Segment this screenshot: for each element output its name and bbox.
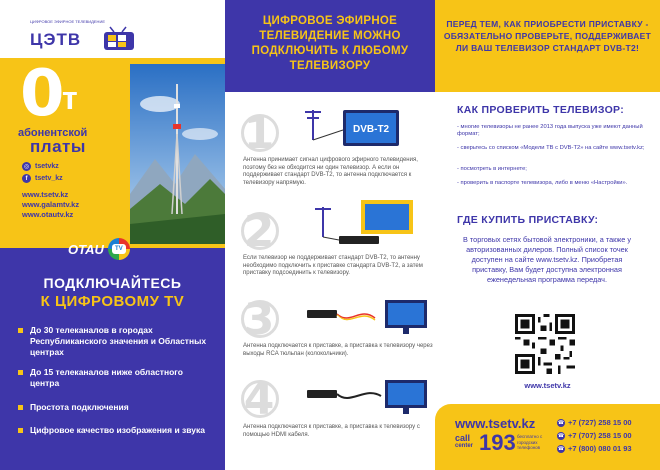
- site-link-tsetv[interactable]: www.tsetv.kz: [22, 190, 69, 199]
- phone-icon: ☎: [557, 445, 565, 452]
- site-link-otautv[interactable]: www.otautv.kz: [22, 210, 74, 219]
- rca-connection-illustration: [305, 296, 430, 340]
- footer-site[interactable]: www.tsetv.kz: [455, 416, 536, 431]
- facebook-icon: f: [22, 174, 31, 183]
- left-panel: [0, 0, 225, 470]
- step-number: 2: [243, 206, 275, 257]
- promo-t: т: [62, 80, 78, 116]
- site-link-galamtv[interactable]: www.galamtv.kz: [22, 200, 80, 209]
- otau-logo: [68, 238, 130, 260]
- check-item: - проверить в паспорте телевизора, либо в меню «Настройки».: [457, 180, 628, 186]
- tv-icon: [102, 26, 138, 52]
- check-item: - многие телевизоры не ранее 2013 года выпуска уже имеют данный формат;: [457, 124, 643, 137]
- social-label: tsetvkz: [35, 163, 59, 170]
- footer-call: call: [455, 433, 471, 443]
- hdmi-connection-illustration: [305, 376, 430, 418]
- connect-line1: ПОДКЛЮЧАЙТЕСЬ: [43, 275, 182, 291]
- connect-line2: К ЦИФРОВОМУ TV: [40, 293, 185, 310]
- feature-item: До 30 телеканалов в городах Республиканского значения и Областных центрах: [30, 325, 210, 358]
- phone-icon: ☎: [557, 432, 565, 439]
- phone-2[interactable]: [557, 431, 632, 440]
- feature-item: Простота подключения: [30, 402, 210, 413]
- phone-1[interactable]: [557, 418, 632, 427]
- promo-line2: платы: [30, 137, 86, 156]
- social-instagram[interactable]: [22, 162, 59, 171]
- phone-icon: ☎: [557, 419, 565, 426]
- right-header-text: ПЕРЕД ТЕМ, КАК ПРИОБРЕСТИ ПРИСТАВКУ - ОБЯЗАТЕЛЬНО ПРОВЕРЬТЕ, ПОДДЕРЖИВАЕТ ЛИ ВАШ ТЕЛЕВИЗОР СТАНДАРТ DVB-T2!: [443, 19, 652, 53]
- buy-title: ГДЕ КУПИТЬ ПРИСТАВКУ:: [457, 214, 599, 226]
- otau-tv-icon: [108, 238, 130, 260]
- logo-text: ЦЭТВ: [30, 30, 82, 49]
- social-facebook[interactable]: [22, 174, 63, 183]
- middle-header: [225, 0, 435, 92]
- contact-footer: [435, 404, 660, 470]
- instagram-icon: ◎: [23, 164, 30, 170]
- antenna-settopbox-tv-illustration: [311, 192, 421, 250]
- feature-item: Цифровое качество изображения и звука: [30, 425, 210, 436]
- step-number: 4: [243, 374, 275, 425]
- step-number: 1: [243, 108, 275, 159]
- step-text: Если телевизор не поддерживает стандарт DVB-T2, то антенну необходимо подключить к приставке стандарта DVB-T2, а затем приставку подсоединить к телевизору.: [243, 255, 423, 276]
- promo-zero: 0: [20, 57, 65, 131]
- footer-free-note: бесплатно с городских телефонов: [517, 434, 543, 450]
- step-number: 3: [243, 294, 275, 345]
- right-panel: [435, 0, 660, 470]
- check-title: КАК ПРОВЕРИТЬ ТЕЛЕВИЗОР:: [457, 104, 624, 116]
- tv-screen-label: DVB-T2: [353, 124, 390, 135]
- step-text: Антенна подключается к приставке, а приставка к телевизору через выходы RCA тюльпан (колокольчики).: [243, 343, 433, 357]
- footer-number[interactable]: 193: [479, 430, 516, 455]
- middle-header-text: ЦИФРОВОЕ ЭФИРНОЕ ТЕЛЕВИДЕНИЕ МОЖНО ПОДКЛЮЧИТЬ К ЛЮБОМУ ТЕЛЕВИЗОРУ: [251, 15, 409, 72]
- right-header: [435, 0, 660, 92]
- step-text: Антенна принимает сигнал цифрового эфирного телевидения, поэтому без не обходится ни один телевизор. А если он поддерживает стандарт DVB-T2, то антенна подключается к телевизору напрямую.: [243, 157, 418, 186]
- middle-panel: [225, 0, 435, 470]
- step-text: Антенна подключается к приставке, а приставка к телевизору с помощью HDMI кабеля.: [243, 424, 420, 438]
- antenna-tv-illustration: [303, 100, 413, 152]
- phone-3[interactable]: [557, 444, 632, 453]
- footer-center: center: [455, 443, 474, 449]
- check-item: - сверьтесь со списком «Модели ТВ с DVB-T2» на сайте www.tsetv.kz;: [457, 145, 645, 151]
- logo-tagline: ЦИФРОВОЕ ЭФИРНОЕ ТЕЛЕВИДЕНИЕ: [30, 19, 105, 24]
- feature-item: До 15 телеканалов ниже областного центра: [30, 367, 210, 389]
- qr-code[interactable]: [515, 314, 575, 374]
- buy-text: В торговых сетях бытовой электроники, а также у авторизованных дилеров. Полный список точек доступен на сайте www.tsetv.kz. Приобретая приставку, Вам будет доступна электронная еженедельная программа передач.: [462, 235, 631, 284]
- promo-line1: абонентской: [18, 127, 88, 139]
- tv-tower-photo: [130, 64, 225, 244]
- phone-number: +7 (800) 080 01 93: [568, 444, 632, 453]
- phone-number: +7 (727) 258 15 00: [568, 418, 632, 427]
- otau-label: OTAU: [68, 241, 104, 257]
- social-label: tsetv_kz: [35, 175, 63, 182]
- qr-url[interactable]: www.tsetv.kz: [524, 381, 571, 390]
- phone-number: +7 (707) 258 15 00: [568, 431, 632, 440]
- check-item: - посмотреть в интернете;: [457, 166, 527, 172]
